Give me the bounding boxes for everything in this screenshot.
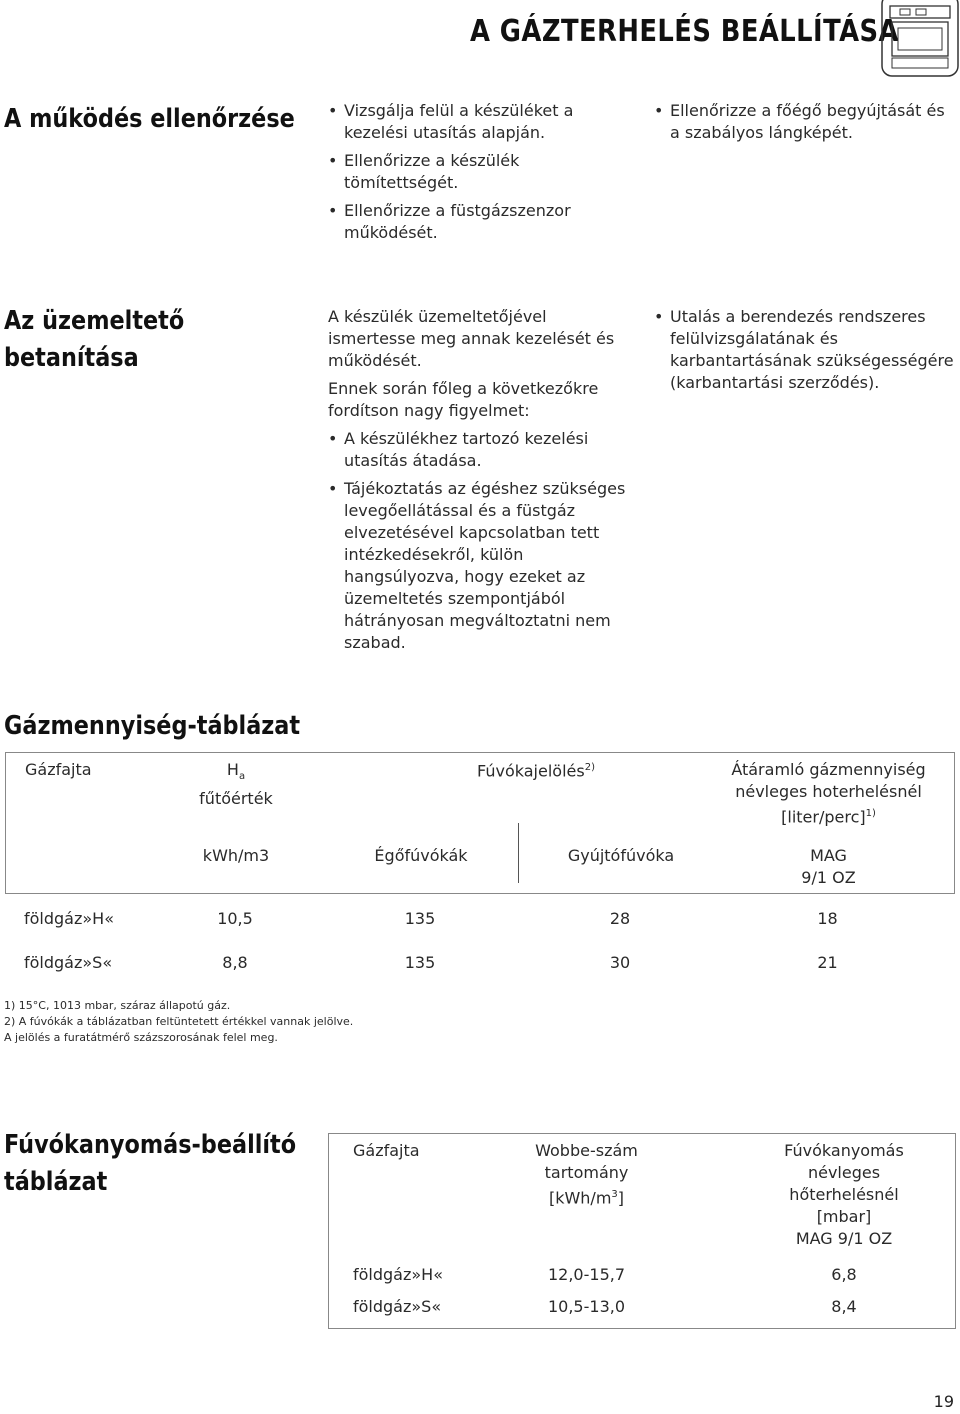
wobbe-sup: 3 bbox=[611, 1189, 618, 1200]
gas-table-body bbox=[5, 908, 955, 998]
list-item: • Ellenőrizze a főégő begyújtását és a szabályos lángképét. bbox=[654, 100, 954, 144]
cell-wobbe: 12,0-15,7 bbox=[547, 1265, 626, 1284]
footnote: A jelölés a furatátmérő százszorosának felel meg. bbox=[4, 1031, 278, 1044]
nozzle-sup: 2) bbox=[584, 762, 595, 773]
list-item: • A készülékhez tartozó kezelési utasítás átadása. bbox=[328, 428, 630, 472]
section-heading-gas-table: Gázmennyiség-táblázat bbox=[4, 711, 301, 741]
cell-flow: 18 bbox=[817, 909, 838, 928]
list-item: • Ellenőrizze a füstgázszenzor működését. bbox=[328, 200, 628, 244]
cell-ha: 10,5 bbox=[217, 909, 253, 928]
list-item: • Vizsgálja felül a készüléket a kezelési utasítás alapján. bbox=[328, 100, 628, 144]
footnote: 2) A fúvókák a táblázatban feltüntetett értékkel vannak jelölve. bbox=[4, 1015, 354, 1028]
cell-ignite: 28 bbox=[609, 909, 631, 928]
column-divider bbox=[518, 823, 519, 883]
pressure-line: névleges bbox=[807, 1163, 881, 1182]
col-header-nozzle bbox=[416, 757, 656, 782]
table-row bbox=[329, 1264, 955, 1288]
flow-sup: 1) bbox=[865, 808, 876, 819]
training-col1 bbox=[328, 306, 630, 660]
unit-ignition-nozzle: Gyújtófúvóka bbox=[567, 846, 675, 865]
cell-main: 135 bbox=[404, 953, 436, 972]
nozzle-table bbox=[328, 1133, 956, 1329]
gas-table-header bbox=[5, 752, 955, 894]
col-header-flow bbox=[706, 759, 951, 828]
paragraph: Ennek során főleg a következőkre fordítson nagy figyelmet: bbox=[328, 379, 599, 420]
unit-main-nozzle: Égőfúvókák bbox=[374, 846, 468, 865]
ha-subscript: a bbox=[238, 771, 246, 783]
section-heading-check: A működés ellenőrzése bbox=[4, 104, 295, 134]
heading-line: táblázat bbox=[4, 1167, 108, 1197]
wobbe-line: Wobbe-szám bbox=[535, 1141, 638, 1160]
table-row bbox=[5, 952, 955, 976]
section-heading-nozzle-table bbox=[4, 1127, 296, 1201]
page-title: A GÁZTERHELÉS BEÁLLÍTÁSA bbox=[470, 14, 899, 49]
cell-pressure: 8,4 bbox=[831, 1297, 857, 1316]
cell-gas: földgáz»H« bbox=[353, 1265, 443, 1284]
table-row bbox=[329, 1296, 955, 1320]
nozzle-label: Fúvókajelölés bbox=[477, 761, 585, 781]
mag-line: MAG bbox=[810, 846, 847, 865]
cell-gas: földgáz»H« bbox=[24, 909, 114, 928]
unit-mag bbox=[746, 845, 911, 889]
cell-flow: 21 bbox=[817, 953, 838, 972]
ha-desc: fűtőérték bbox=[199, 789, 273, 809]
check-list-col2 bbox=[654, 100, 954, 150]
col-header-gas: Gázfajta bbox=[25, 760, 92, 779]
footnotes bbox=[4, 998, 353, 1046]
check-list-col1 bbox=[328, 100, 628, 250]
page-number: 19 bbox=[933, 1392, 954, 1411]
cell-gas: földgáz»S« bbox=[24, 953, 113, 972]
list-item: • Ellenőrizze a készülék tömítettségét. bbox=[328, 150, 628, 194]
section-heading-training bbox=[4, 303, 184, 377]
list-item: • Tájékoztatás az égéshez szükséges levegőellátással és a füstgáz elvezetésével kapcsolatban tett intézkedésekről, külön hangsúlyozva, hogy ezeket az üzemeltetés szempontjából hátrányosan megváltoztatni nem szabad. bbox=[328, 478, 630, 654]
mag-line: 9/1 OZ bbox=[801, 868, 856, 887]
cell-ha: 8,8 bbox=[222, 953, 248, 972]
pressure-line: [mbar] bbox=[816, 1207, 872, 1226]
footnote: 1) 15°C, 1013 mbar, száraz állapotú gáz. bbox=[4, 999, 231, 1012]
heading-line: betanítása bbox=[4, 343, 139, 373]
flow-line: Átáramló gázmennyiség bbox=[731, 760, 926, 779]
cell-pressure: 6,8 bbox=[831, 1265, 857, 1284]
paragraph: A készülék üzemeltetőjével ismertesse meg annak kezelését és működését. bbox=[328, 307, 615, 370]
wobbe-line: tartomány bbox=[544, 1163, 629, 1182]
cell-main: 135 bbox=[404, 909, 436, 928]
pressure-line: hőterhelésnél bbox=[789, 1185, 899, 1204]
wobbe-bracket: ] bbox=[617, 1188, 625, 1208]
col-header-wobbe bbox=[499, 1140, 674, 1209]
list-item: • Utalás a berendezés rendszeres felülvizsgálatának és karbantartásának szükségességére (karbantartási szerződés). bbox=[654, 306, 954, 394]
heading-line: Fúvókanyomás-beállító bbox=[4, 1130, 297, 1160]
training-col2 bbox=[654, 306, 954, 400]
pressure-line: Fúvókanyomás bbox=[784, 1141, 904, 1160]
cell-gas: földgáz»S« bbox=[353, 1297, 442, 1316]
wobbe-line: [kWh/m bbox=[548, 1188, 612, 1208]
cell-wobbe: 10,5-13,0 bbox=[547, 1297, 626, 1316]
heading-line: Az üzemeltető bbox=[4, 306, 185, 336]
unit-kwh: kWh/m3 bbox=[202, 846, 270, 865]
flow-line: névleges hoterhelésnél bbox=[735, 782, 922, 801]
appliance-icon bbox=[880, 0, 960, 80]
cell-ignite: 30 bbox=[609, 953, 631, 972]
col-header-ha bbox=[156, 759, 316, 810]
flow-line: [liter/perc] bbox=[781, 807, 866, 827]
col-header-gas: Gázfajta bbox=[353, 1141, 420, 1160]
table-row bbox=[5, 908, 955, 932]
pressure-line: MAG 9/1 OZ bbox=[795, 1229, 893, 1248]
ha-symbol: H bbox=[226, 760, 239, 779]
col-header-pressure bbox=[749, 1140, 939, 1250]
